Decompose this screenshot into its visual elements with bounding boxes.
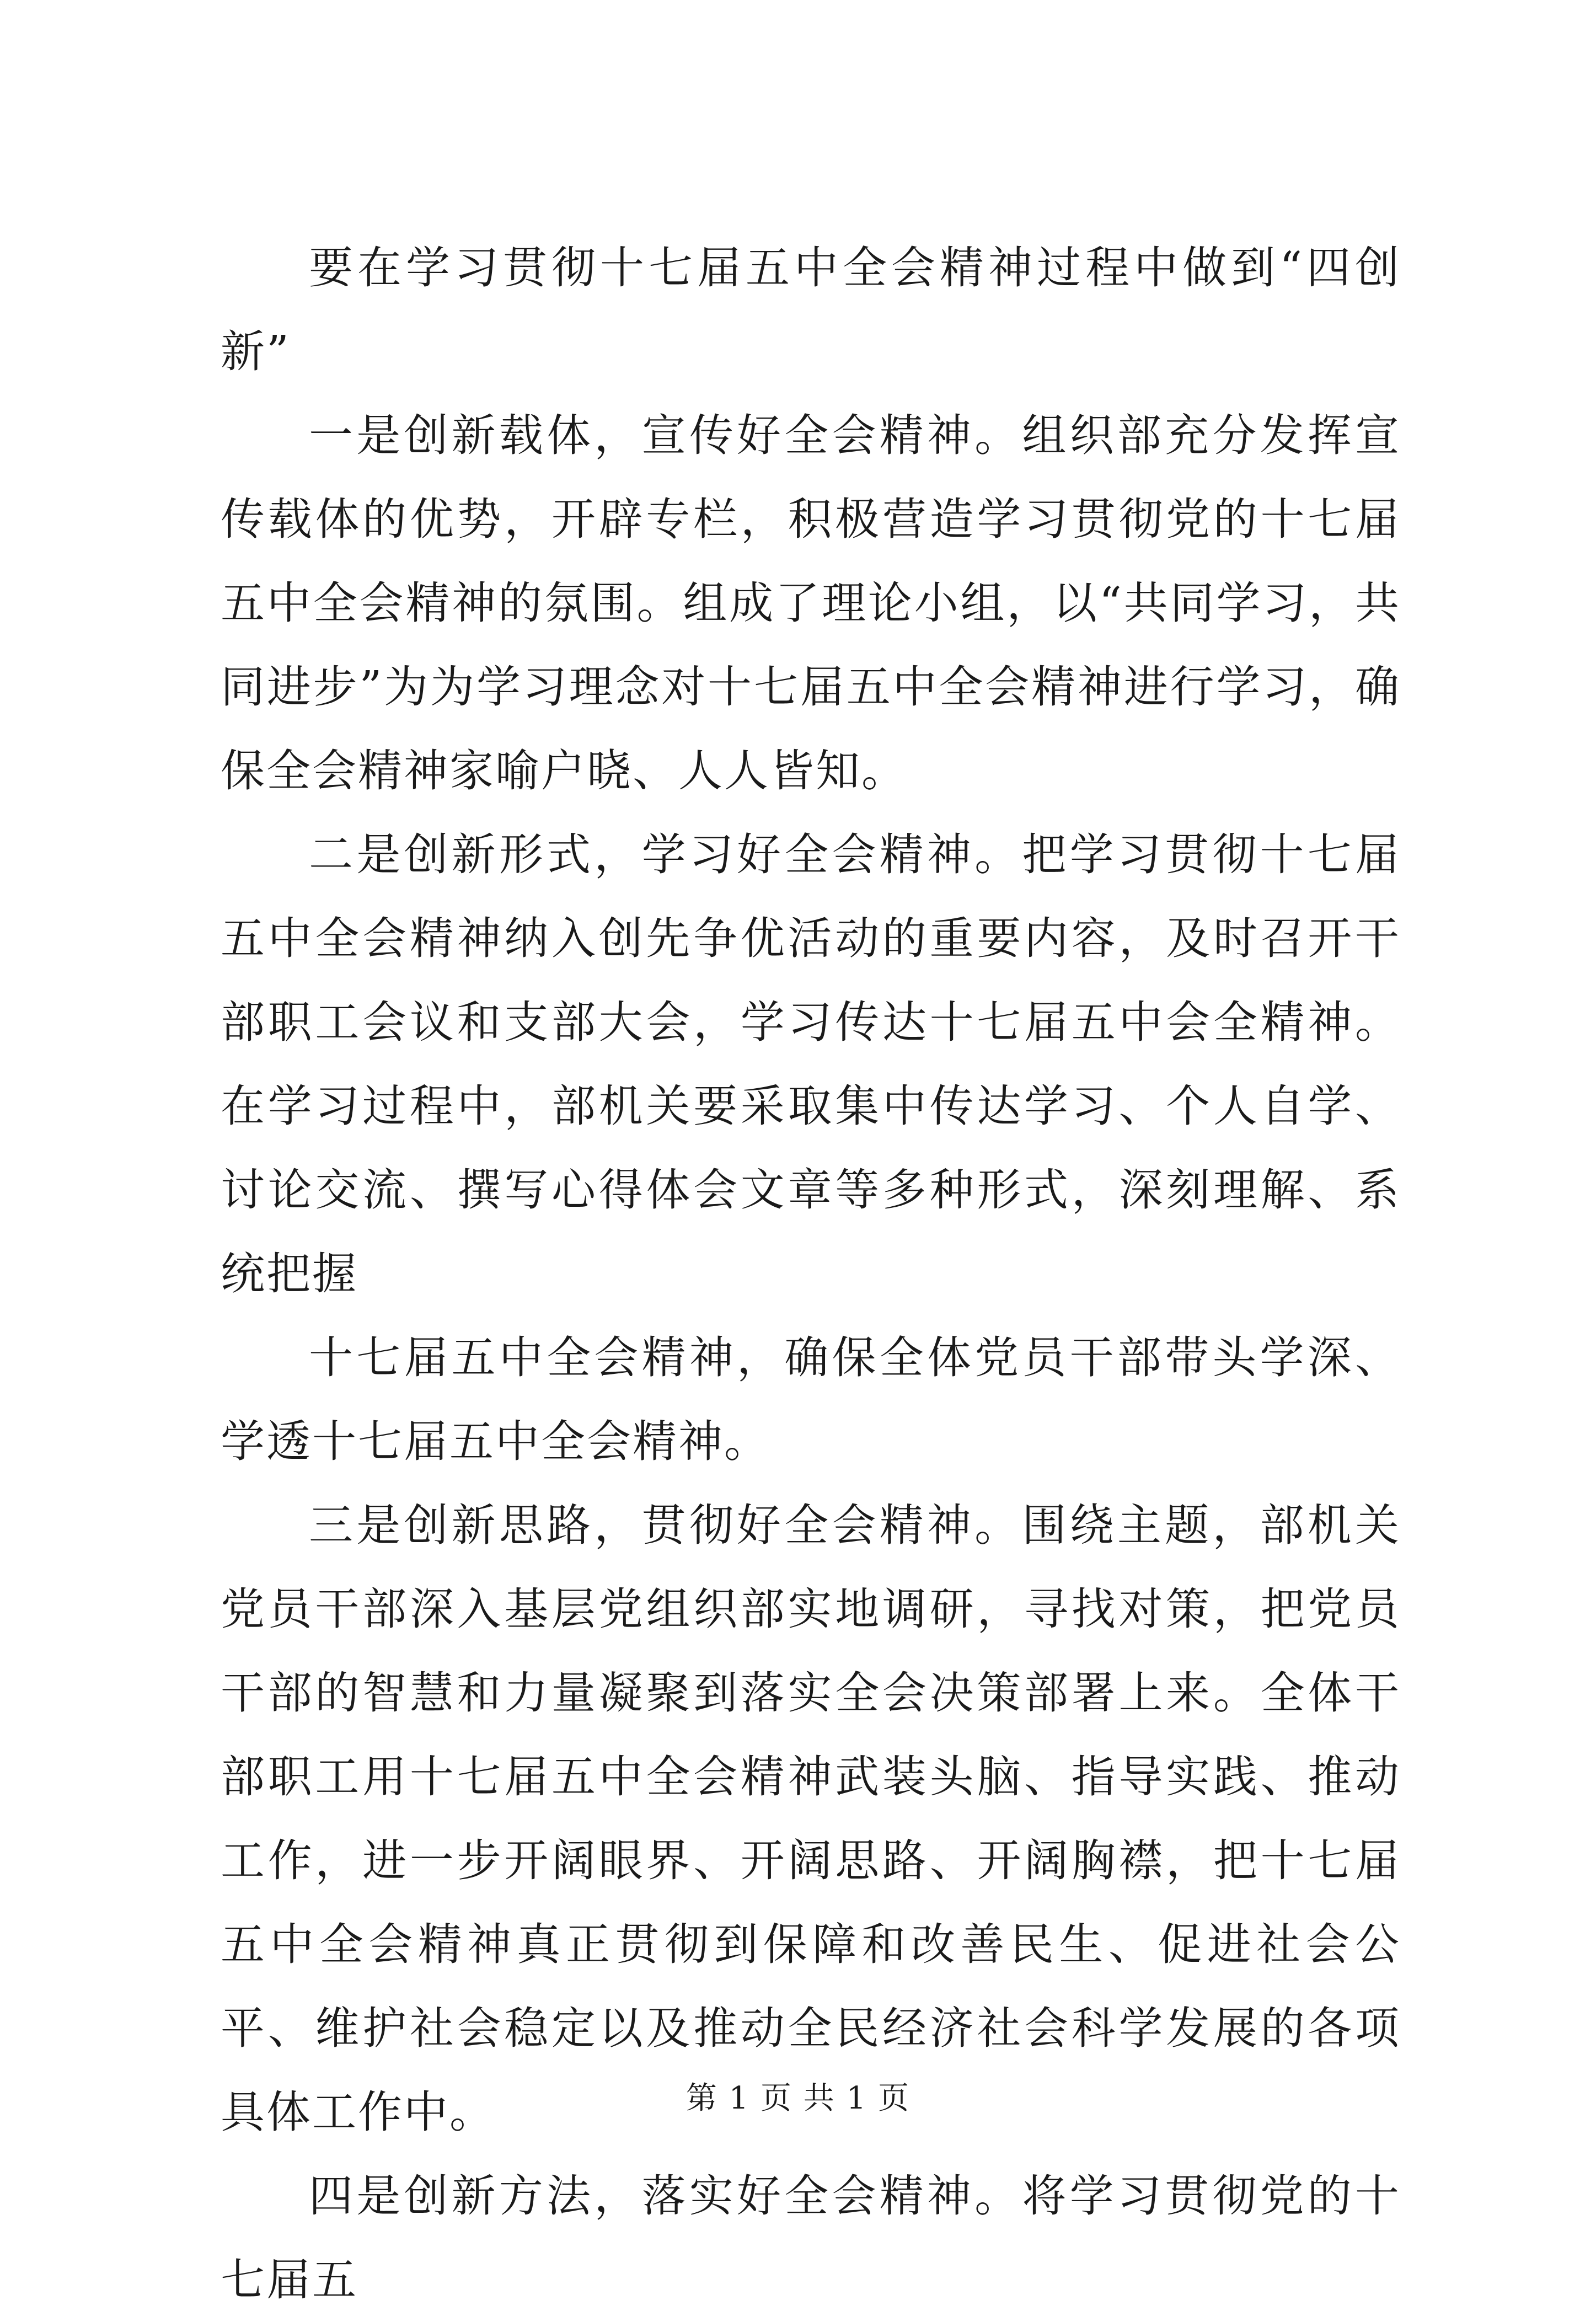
paragraph-2: 二是创新形式，学习好全会精神。把学习贯彻十七届五中全会精神纳入创先争优活动的重要内容，及时召开干部职工会议和支部大会，学习传达十七届五中会全精神。在学习过程中，部机关要采取集中传达学习、个人自学、讨论交流、撰写心得体会文章等多种形式，深刻理解、系统把握 [221,829,1401,1299]
paragraph-3: 十七届五中全会精神，确保全体党员干部带头学深、学透十七届五中全会精神。 [221,1332,1401,1467]
document-body [221,226,1401,2322]
paragraph-4: 三是创新思路，贯彻好全会精神。围绕主题，部机关党员干部深入基层党组织部实地调研，寻找对策，把党员干部的智慧和力量凝聚到落实全会决策部署上来。全体干部职工用十七届五中全会精神武装头脑、指导实践、推动工作，进一步开阔眼界、开阔思路、开阔胸襟，把十七届五中全会精神真正贯彻到保障和改善民生、促进社会公平、维护社会稳定以及推动全民经济社会科学发展的各项具体工作中。 [221,1500,1401,2138]
page-footer: 第 1 页 共 1 页 [685,2080,911,2116]
document-title: 要在学习贯彻十七届五中全会精神过程中做到“四创新” [221,242,1401,377]
paragraph-1: 一是创新载体，宣传好全会精神。组织部充分发挥宣传载体的优势，开辟专栏，积极营造学习贯彻党的十七届五中全会精神的氛围。组成了理论小组，以“共同学习，共同进步”为为学习理念对十七届五中全会精神进行学习，确保全会精神家喻户晓、人人皆知。 [221,410,1401,796]
paragraph-5: 四是创新方法，落实好全会精神。将学习贯彻党的十七届五 [221,2170,1401,2305]
